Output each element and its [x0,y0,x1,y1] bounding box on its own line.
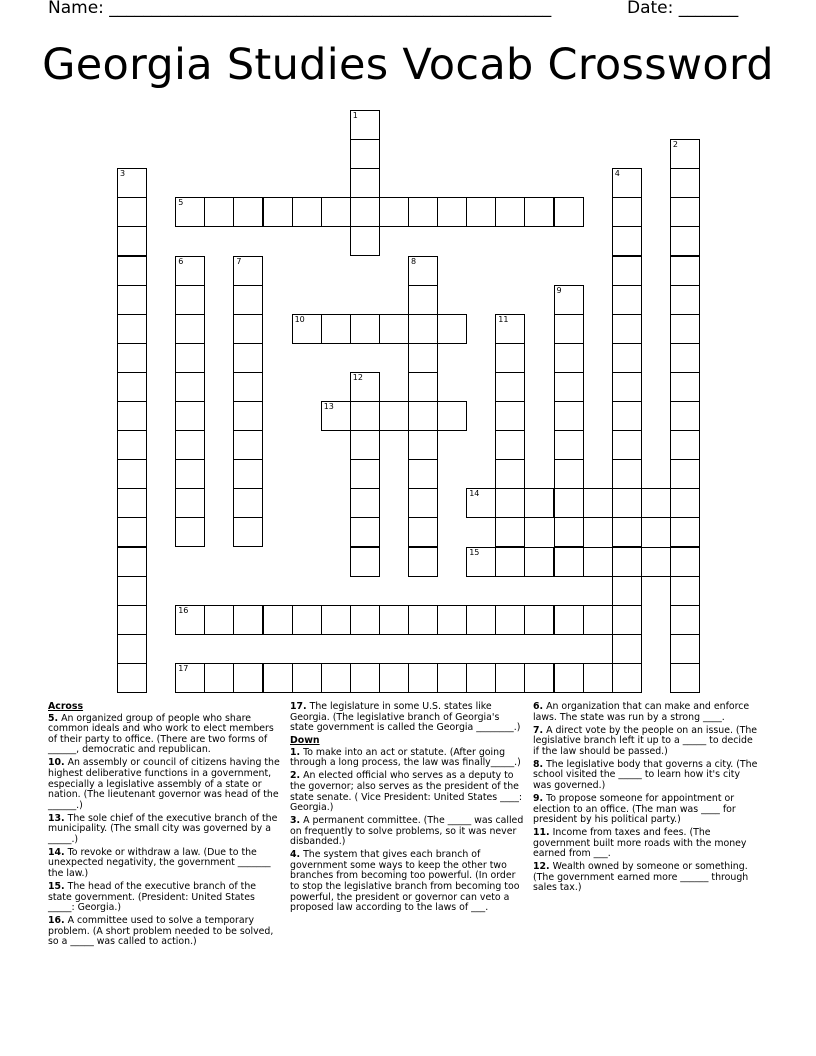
crossword-cell[interactable] [466,197,496,227]
crossword-cell[interactable] [175,488,205,518]
crossword-cell[interactable] [495,314,525,344]
crossword-cell[interactable] [495,547,525,577]
across-heading: Across [48,701,84,712]
crossword-cell[interactable] [670,314,700,344]
crossword-cell[interactable] [554,605,584,635]
clue-across-15: 15. The head of the executive branch of the state government. (President: United States _____: Georgia.) [48,881,257,914]
crossword-cell[interactable] [233,314,263,344]
crossword-cell[interactable] [612,547,642,577]
crossword-cell[interactable] [117,197,147,227]
clue-down-3: 3. A permanent committee. (The _____ was called on frequently to solve problems, so it was never disbanded.) [290,815,524,848]
crossword-cell[interactable] [233,401,263,431]
crossword-cell[interactable] [554,343,584,373]
crossword-cell[interactable] [117,488,147,518]
crossword-cell[interactable] [670,401,700,431]
crossword-cell[interactable] [612,488,642,518]
crossword-cell[interactable] [670,430,700,460]
crossword-cell[interactable] [233,663,263,693]
crossword-cell[interactable] [670,343,700,373]
crossword-cell[interactable] [117,343,147,373]
crossword-cell[interactable] [612,634,642,664]
crossword-cell[interactable] [175,517,205,547]
clue-column-1 [48,702,280,950]
crossword-cell[interactable] [495,605,525,635]
clue-across-13: 13. The sole chief of the executive branch of the municipality. (The small city was governed by a _____.) [48,812,278,845]
crossword-cell[interactable] [495,488,525,518]
crossword-cell[interactable] [554,372,584,402]
crossword-cell[interactable] [292,663,322,693]
crossword-cell[interactable] [379,663,409,693]
crossword-cell[interactable] [175,372,205,402]
crossword-cell[interactable] [263,197,293,227]
crossword-cell[interactable] [612,197,642,227]
crossword-cell[interactable] [554,197,584,227]
date-field[interactable]: Date: _______ [627,0,739,18]
crossword-cell[interactable] [321,401,351,431]
crossword-cell[interactable] [408,314,438,344]
crossword-cell[interactable] [408,459,438,489]
crossword-cell[interactable] [408,401,438,431]
crossword-cell[interactable] [204,605,234,635]
clue-across-17: 17. The legislature in some U.S. states like Georgia. (The legislative branch of Georgia's state government is called the Georgia ________.) [290,701,521,734]
crossword-cell[interactable] [524,488,554,518]
crossword-cell[interactable] [466,547,496,577]
crossword-cell[interactable] [495,430,525,460]
crossword-cell[interactable] [117,634,147,664]
crossword-cell[interactable] [321,663,351,693]
clue-column-2 [290,702,524,916]
crossword-cell[interactable] [233,256,263,286]
crossword-cell[interactable] [350,401,380,431]
crossword-cell[interactable] [117,517,147,547]
crossword-cell[interactable] [408,343,438,373]
clue-across-16: 16. A committee used to solve a temporary problem. (A short problem needed to be solved, so a _____ was called to action.) [48,915,274,948]
clue-across-10: 10. An assembly or council of citizens having the highest deliberative functions in a government, especially a legislative assembly of a state or nation. (The lieutenant governor was head of the ______.) [48,757,280,811]
crossword-cell[interactable] [670,226,700,256]
crossword-cell[interactable] [670,634,700,664]
clue-number: 6 [178,256,184,266]
crossword-cell[interactable] [495,372,525,402]
clue-number: 5 [178,198,184,208]
crossword-cell[interactable] [117,547,147,577]
crossword-cell[interactable] [175,459,205,489]
crossword-cell[interactable] [321,197,351,227]
crossword-cell[interactable] [204,663,234,693]
crossword-cell[interactable] [379,314,409,344]
crossword-cell[interactable] [554,488,584,518]
crossword-cell[interactable] [554,314,584,344]
crossword-cell[interactable] [233,197,263,227]
clue-number: 13 [323,402,334,411]
clue-down-8: 8. The legislative body that governs a city. (The school visited the _____ to learn how it's city was governed.) [533,758,758,791]
crossword-cell[interactable] [408,197,438,227]
clue-number: 2 [672,140,678,150]
crossword-cell[interactable] [408,256,438,286]
clue-number: 4 [614,169,620,179]
crossword-cell[interactable] [379,401,409,431]
crossword-cell[interactable] [233,430,263,460]
crossword-cell[interactable] [321,605,351,635]
clue-down-12: 12. Wealth owned by someone or something. (The government earned more ______ through sales tax.) [533,861,749,894]
crossword-cell[interactable] [321,314,351,344]
crossword-cell[interactable] [554,663,584,693]
crossword-cell[interactable] [612,256,642,286]
crossword-cell[interactable] [495,197,525,227]
crossword-cell[interactable] [495,343,525,373]
crossword-cell[interactable] [175,256,205,286]
crossword-cell[interactable] [495,401,525,431]
crossword-cell[interactable] [670,488,700,518]
crossword-cell[interactable] [641,547,671,577]
crossword-cell[interactable] [408,430,438,460]
crossword-cell[interactable] [117,430,147,460]
crossword-cell[interactable] [612,226,642,256]
crossword-cell[interactable] [233,343,263,373]
clue-down-7: 7. A direct vote by the people on an issue. (The legislative branch left it up to a _____ to decide if the law should be passed.) [533,724,758,757]
crossword-cell[interactable] [350,430,380,460]
clue-down-11: 11. Income from taxes and fees. (The government built more roads with the money earned from ___. [533,827,747,860]
crossword-cell[interactable] [233,372,263,402]
clue-number: 14 [469,489,480,499]
crossword-cell[interactable] [233,605,263,635]
crossword-cell[interactable] [612,343,642,373]
crossword-cell[interactable] [117,168,147,198]
crossword-cell[interactable] [350,488,380,518]
crossword-cell[interactable] [554,285,584,315]
crossword-cell[interactable] [408,547,438,577]
crossword-cell[interactable] [263,605,293,635]
crossword-cell[interactable] [670,168,700,198]
clue-across-5: 5. An organized group of people who share common ideals and who work to elect members of their party to office. (There are two forms of ______, democratic and republican. [48,712,274,756]
crossword-cell[interactable] [554,547,584,577]
clue-across-14: 14. To revoke or withdraw a law. (Due to the unexpected negativity, the government _______ the law.) [48,846,271,880]
page-title: Georgia Studies Vocab Crossword [42,40,774,90]
crossword-cell[interactable] [350,110,380,140]
crossword-cell[interactable] [350,226,380,256]
crossword-cell[interactable] [670,372,700,402]
crossword-cell[interactable] [437,197,467,227]
crossword-cell[interactable] [350,168,380,198]
crossword-cell[interactable] [350,517,380,547]
clue-number: 12 [352,372,363,382]
crossword-cell[interactable] [437,663,467,693]
crossword-cell[interactable] [175,401,205,431]
crossword-cell[interactable] [350,139,380,169]
crossword-cell[interactable] [233,459,263,489]
clue-number: 10 [294,314,305,324]
crossword-cell[interactable] [350,314,380,344]
crossword-cell[interactable] [554,459,584,489]
crossword-cell[interactable] [670,517,700,547]
clue-number: 11 [498,314,509,324]
crossword-cell[interactable] [670,663,700,693]
crossword-cell[interactable] [583,663,613,693]
crossword-cell[interactable] [670,256,700,286]
crossword-cell[interactable] [583,547,613,577]
clue-number: 1 [352,111,358,120]
crossword-cell[interactable] [466,663,496,693]
crossword-cell[interactable] [175,605,205,635]
crossword-cell[interactable] [641,488,671,518]
clue-number: 7 [236,256,242,266]
crossword-cell[interactable] [670,605,700,635]
crossword-cell[interactable] [233,488,263,518]
crossword-cell[interactable] [524,547,554,577]
crossword-cell[interactable] [437,605,467,635]
crossword-cell[interactable] [670,285,700,315]
crossword-cell[interactable] [204,197,234,227]
crossword-cell[interactable] [117,372,147,402]
crossword-cell[interactable] [495,663,525,693]
clue-column-3 [533,702,759,896]
crossword-cell[interactable] [612,168,642,198]
name-field[interactable]: Name: ____________________________________________________ [48,0,552,18]
crossword-cell[interactable] [554,401,584,431]
crossword-cell[interactable] [117,314,147,344]
crossword-cell[interactable] [612,517,642,547]
crossword-cell[interactable] [466,488,496,518]
crossword-cell[interactable] [350,459,380,489]
crossword-cell[interactable] [612,314,642,344]
crossword-cell[interactable] [117,285,147,315]
crossword-cell[interactable] [466,605,496,635]
crossword-cell[interactable] [292,197,322,227]
crossword-cell[interactable] [117,401,147,431]
crossword-cell[interactable] [524,663,554,693]
crossword-cell[interactable] [612,459,642,489]
crossword-cell[interactable] [350,372,380,402]
clue-down-9: 9. To propose someone for appointment or election to an office. (The man was ____ for president by his political party.) [533,792,736,826]
crossword-cell[interactable] [379,197,409,227]
crossword-cell[interactable] [175,285,205,315]
clue-down-2: 2. An elected official who serves as a deputy to the governor; also serves as the president of the state senate. ( Vice President: United States ____: Georgia.) [290,770,523,814]
crossword-cell[interactable] [524,197,554,227]
crossword-cell[interactable] [379,605,409,635]
crossword-cell[interactable] [670,197,700,227]
crossword-cell[interactable] [292,605,322,635]
clue-number: 8 [411,256,417,266]
crossword-cell[interactable] [612,401,642,431]
down-heading: Down [290,735,320,747]
crossword-cell[interactable] [408,488,438,518]
crossword-cell[interactable] [583,488,613,518]
crossword-cell[interactable] [612,576,642,606]
crossword-cell[interactable] [175,343,205,373]
crossword-cell[interactable] [495,459,525,489]
crossword-cell[interactable] [408,663,438,693]
crossword-cell[interactable] [117,605,147,635]
crossword-cell[interactable] [350,663,380,693]
clue-number: 17 [178,663,189,673]
crossword-cell[interactable] [670,139,700,169]
crossword-cell[interactable] [670,547,700,577]
crossword-cell[interactable] [175,197,205,227]
crossword-cell[interactable] [554,430,584,460]
crossword-cell[interactable] [437,401,467,431]
clue-number: 16 [178,605,189,615]
crossword-cell[interactable] [175,314,205,344]
clue-down-1: 1. To make into an act or statute. (After going through a long process, the law was finally_____.) [290,746,521,769]
crossword-cell[interactable] [350,547,380,577]
crossword-cell[interactable] [117,226,147,256]
crossword-cell[interactable] [292,314,322,344]
crossword-cell[interactable] [554,517,584,547]
crossword-cell[interactable] [233,517,263,547]
clue-down-6: 6. An organization that can make and enforce laws. The state was run by a strong ____. [533,701,750,723]
crossword-cell[interactable] [408,285,438,315]
crossword-cell[interactable] [524,605,554,635]
crossword-cell[interactable] [233,285,263,315]
crossword-cell[interactable] [175,663,205,693]
crossword-cell[interactable] [408,517,438,547]
crossword-cell[interactable] [612,430,642,460]
crossword-cell[interactable] [263,663,293,693]
crossword-cell[interactable] [117,663,147,693]
crossword-cell[interactable] [350,605,380,635]
crossword-cell[interactable] [408,605,438,635]
crossword-cell[interactable] [612,372,642,402]
crossword-cell[interactable] [612,285,642,315]
crossword-cell[interactable] [437,314,467,344]
clue-number: 3 [120,169,126,179]
crossword-cell[interactable] [350,197,380,227]
crossword-cell[interactable] [670,459,700,489]
clue-number: 9 [556,285,562,295]
clue-down-4: 4. The system that gives each branch of government some ways to keep the other two branches from becoming too powerful. (In order to stop the legislative branch from becoming too powerful, the president or governor can veto a proposed law according to the laws of ___. [290,849,520,914]
crossword-cell[interactable] [408,372,438,402]
crossword-cell[interactable] [117,256,147,286]
crossword-cell[interactable] [495,517,525,547]
clue-number: 15 [469,547,480,557]
crossword-cell[interactable] [670,576,700,606]
crossword-cell[interactable] [175,430,205,460]
crossword-cell[interactable] [612,605,642,635]
crossword-cell[interactable] [583,605,613,635]
crossword-cell[interactable] [117,459,147,489]
crossword-cell[interactable] [117,576,147,606]
crossword-cell[interactable] [612,663,642,693]
